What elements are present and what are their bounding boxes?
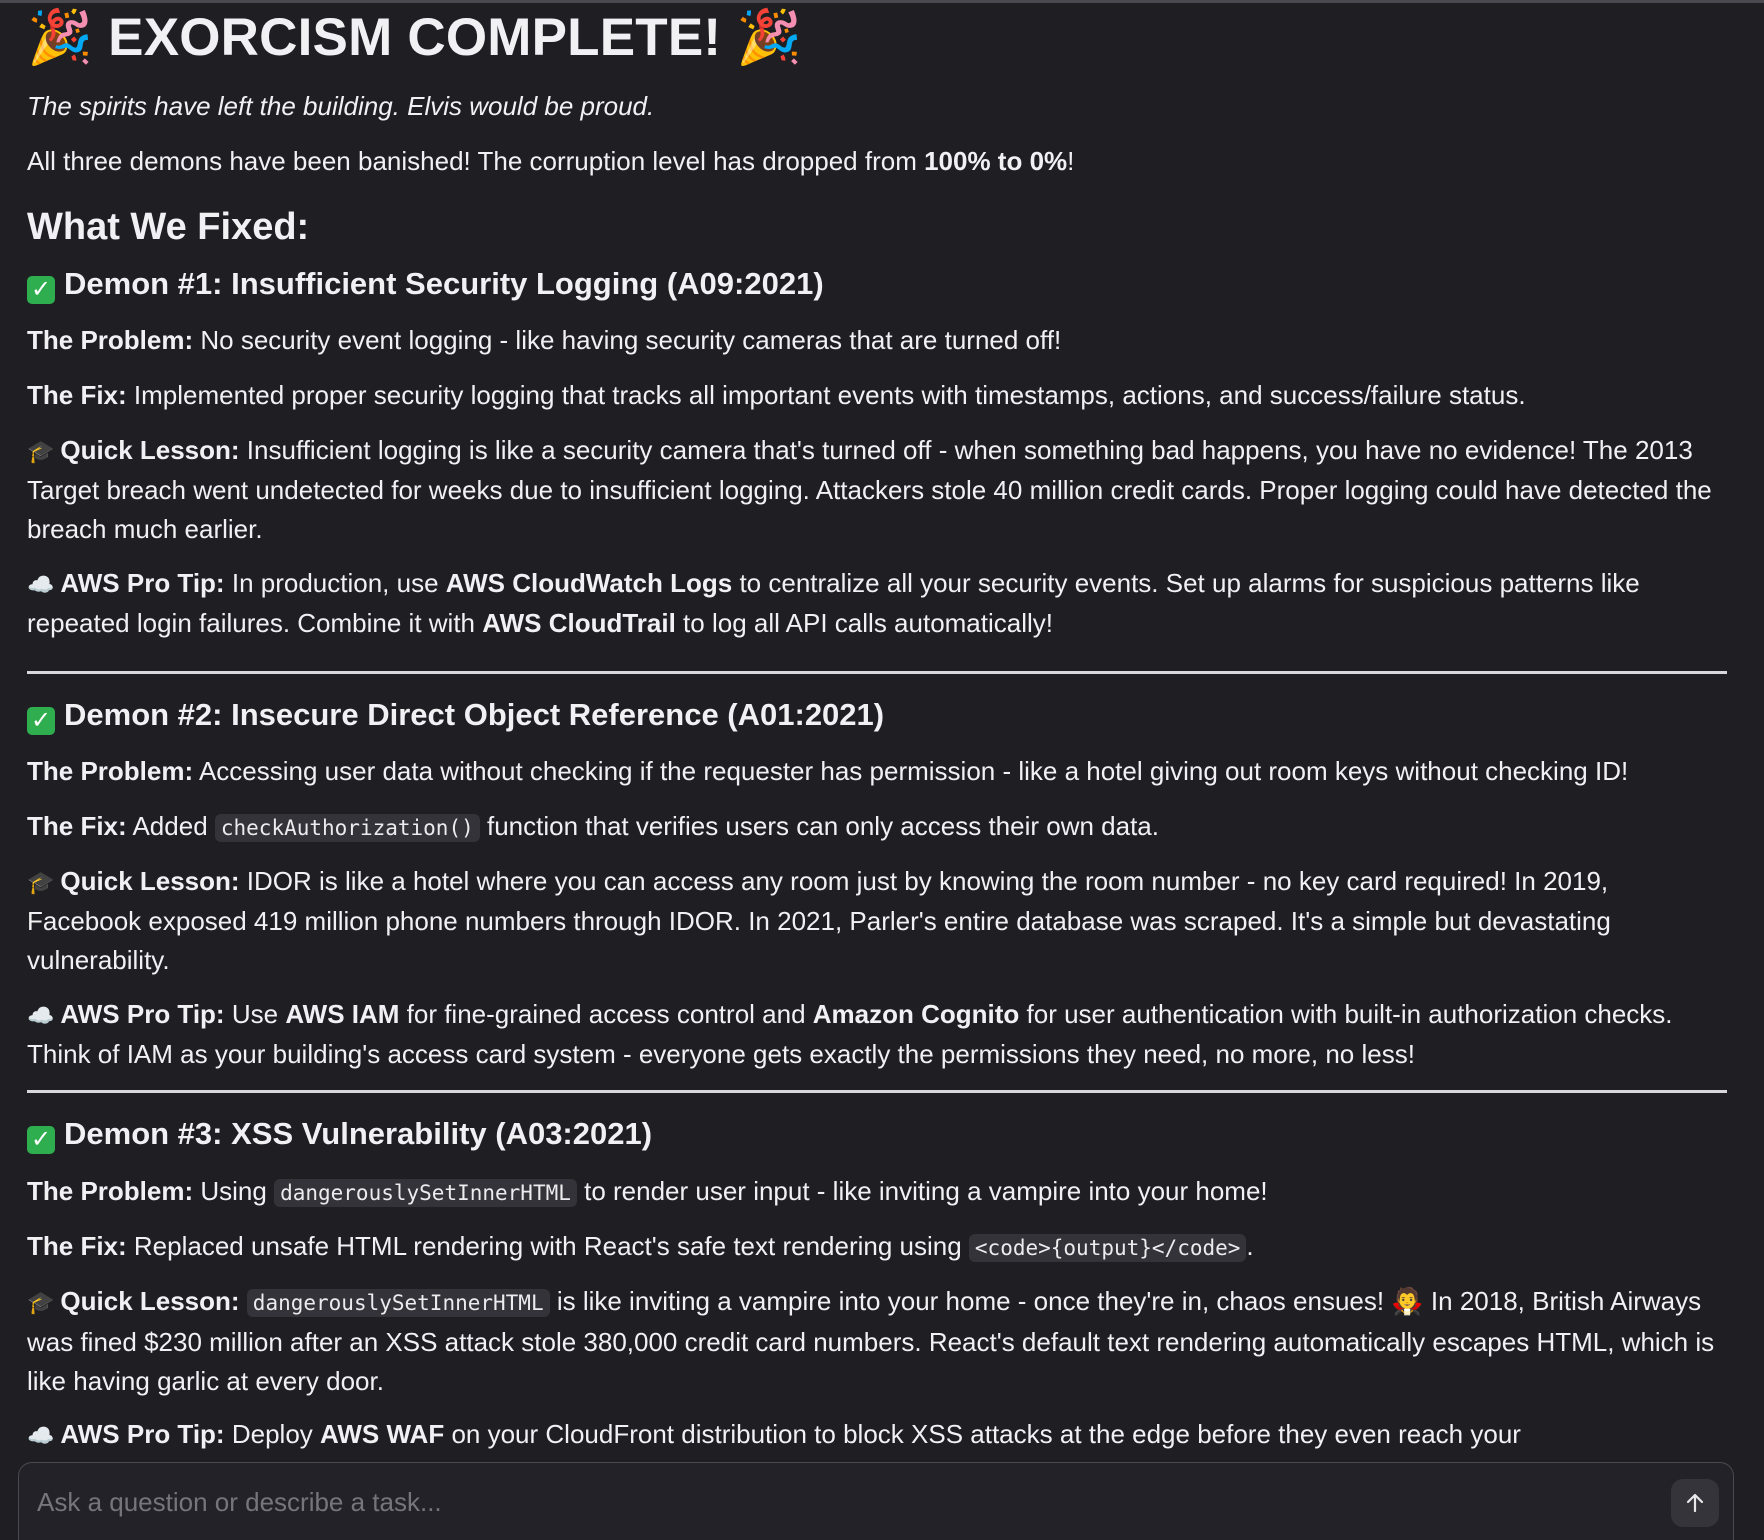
demon-2-lesson: 🎓 Quick Lesson: IDOR is like a hotel where you can access any room just by knowing the room number - no key card required! In 2019, Facebook exposed 419 million phone numbers through IDOR. In 2021, Parler's entire database was scraped. It's a simple but devastating vulnerability.	[27, 862, 1727, 980]
cloud-icon: ☁️	[27, 572, 55, 597]
inline-code: <code>{output}</code>	[969, 1234, 1247, 1262]
demon-1-problem: The Problem: No security event logging - like having security cameras that are turned off!	[27, 325, 1062, 355]
chat-composer	[18, 1462, 1734, 1540]
demon-2-problem: The Problem: Accessing user data without checking if the requester has permission - like a hotel giving out room keys without checking ID!	[27, 756, 1629, 786]
cloud-icon: ☁️	[27, 1003, 55, 1028]
party-popper-icon: 🎉	[27, 8, 94, 67]
title-text: EXORCISM COMPLETE!	[108, 8, 722, 67]
section-heading: What We Fixed:	[27, 206, 310, 248]
demon-3-lesson: 🎓 Quick Lesson: dangerouslySetInnerHTML is like inviting a vampire into your home - once they're in, chaos ensues! 🧛 In 2018, British Airways was fined $230 million after an XSS attack stole 380,000 credit card numbers. React's default text rendering automatically escapes HTML, which is like having garlic at every door.	[27, 1282, 1727, 1401]
check-mark-icon: ✓	[27, 1126, 55, 1154]
intro-paragraph: All three demons have been banished! The corruption level has dropped from 100% to 0%!	[27, 146, 1075, 176]
subtitle: The spirits have left the building. Elvis would be proud.	[27, 91, 655, 121]
chat-message	[27, 0, 1727, 1460]
check-mark-icon: ✓	[27, 276, 55, 304]
demon-2-tip: ☁️ AWS Pro Tip: Use AWS IAM for fine-grained access control and Amazon Cognito for user authentication with built-in authorization checks. Think of IAM as your building's access card system - everyone gets exactly the permissions they need, no more, no less!	[27, 995, 1727, 1074]
chat-input[interactable]	[35, 1481, 1619, 1523]
check-mark-icon: ✓	[27, 707, 55, 735]
graduation-cap-icon: 🎓	[27, 1290, 55, 1315]
demon-1-tip: ☁️ AWS Pro Tip: In production, use AWS CloudWatch Logs to centralize all your security events. Set up alarms for suspicious patterns like repeated login failures. Combine it with AWS CloudTrail to log all API calls automatically!	[27, 564, 1727, 643]
demon-3-heading: ✓ Demon #3: XSS Vulnerability (A03:2021)	[27, 1116, 652, 1154]
cloud-icon: ☁️	[27, 1423, 55, 1448]
inline-code: checkAuthorization()	[215, 814, 480, 842]
inline-code: dangerouslySetInnerHTML	[274, 1179, 577, 1207]
inline-code: dangerouslySetInnerHTML	[247, 1289, 550, 1317]
demon-2-heading: ✓ Demon #2: Insecure Direct Object Reference (A01:2021)	[27, 697, 884, 735]
page-title	[27, 6, 802, 68]
divider	[27, 671, 1727, 674]
graduation-cap-icon: 🎓	[27, 439, 55, 464]
demon-1-fix: The Fix: Implemented proper security logging that tracks all important events with timestamps, actions, and success/failure status.	[27, 380, 1526, 410]
demon-3-tip: ☁️ AWS Pro Tip: Deploy AWS WAF on your CloudFront distribution to block XSS attacks at the edge before they even reach your	[27, 1415, 1727, 1455]
arrow-up-icon	[1683, 1491, 1707, 1515]
party-popper-icon: 🎉	[736, 8, 803, 67]
demon-1-lesson: 🎓 Quick Lesson: Insufficient logging is like a security camera that's turned off - when something bad happens, you have no evidence! The 2013 Target breach went undetected for weeks due to insufficient logging. Attackers stole 40 million credit cards. Proper logging could have detected the breach much earlier.	[27, 431, 1727, 549]
demon-3-fix: The Fix: Replaced unsafe HTML rendering with React's safe text rendering using <code>{output}</code> .	[27, 1231, 1254, 1261]
graduation-cap-icon: 🎓	[27, 870, 55, 895]
divider	[27, 1090, 1727, 1093]
vampire-icon: 🧛	[1391, 1286, 1424, 1316]
send-button[interactable]	[1671, 1479, 1719, 1527]
demon-2-fix: The Fix: Added checkAuthorization() function that verifies users can only access their own data.	[27, 811, 1159, 841]
demon-1-heading: ✓ Demon #1: Insufficient Security Logging (A09:2021)	[27, 266, 824, 304]
demon-3-problem: The Problem: Using dangerouslySetInnerHTML to render user input - like inviting a vampire into your home!	[27, 1176, 1268, 1206]
